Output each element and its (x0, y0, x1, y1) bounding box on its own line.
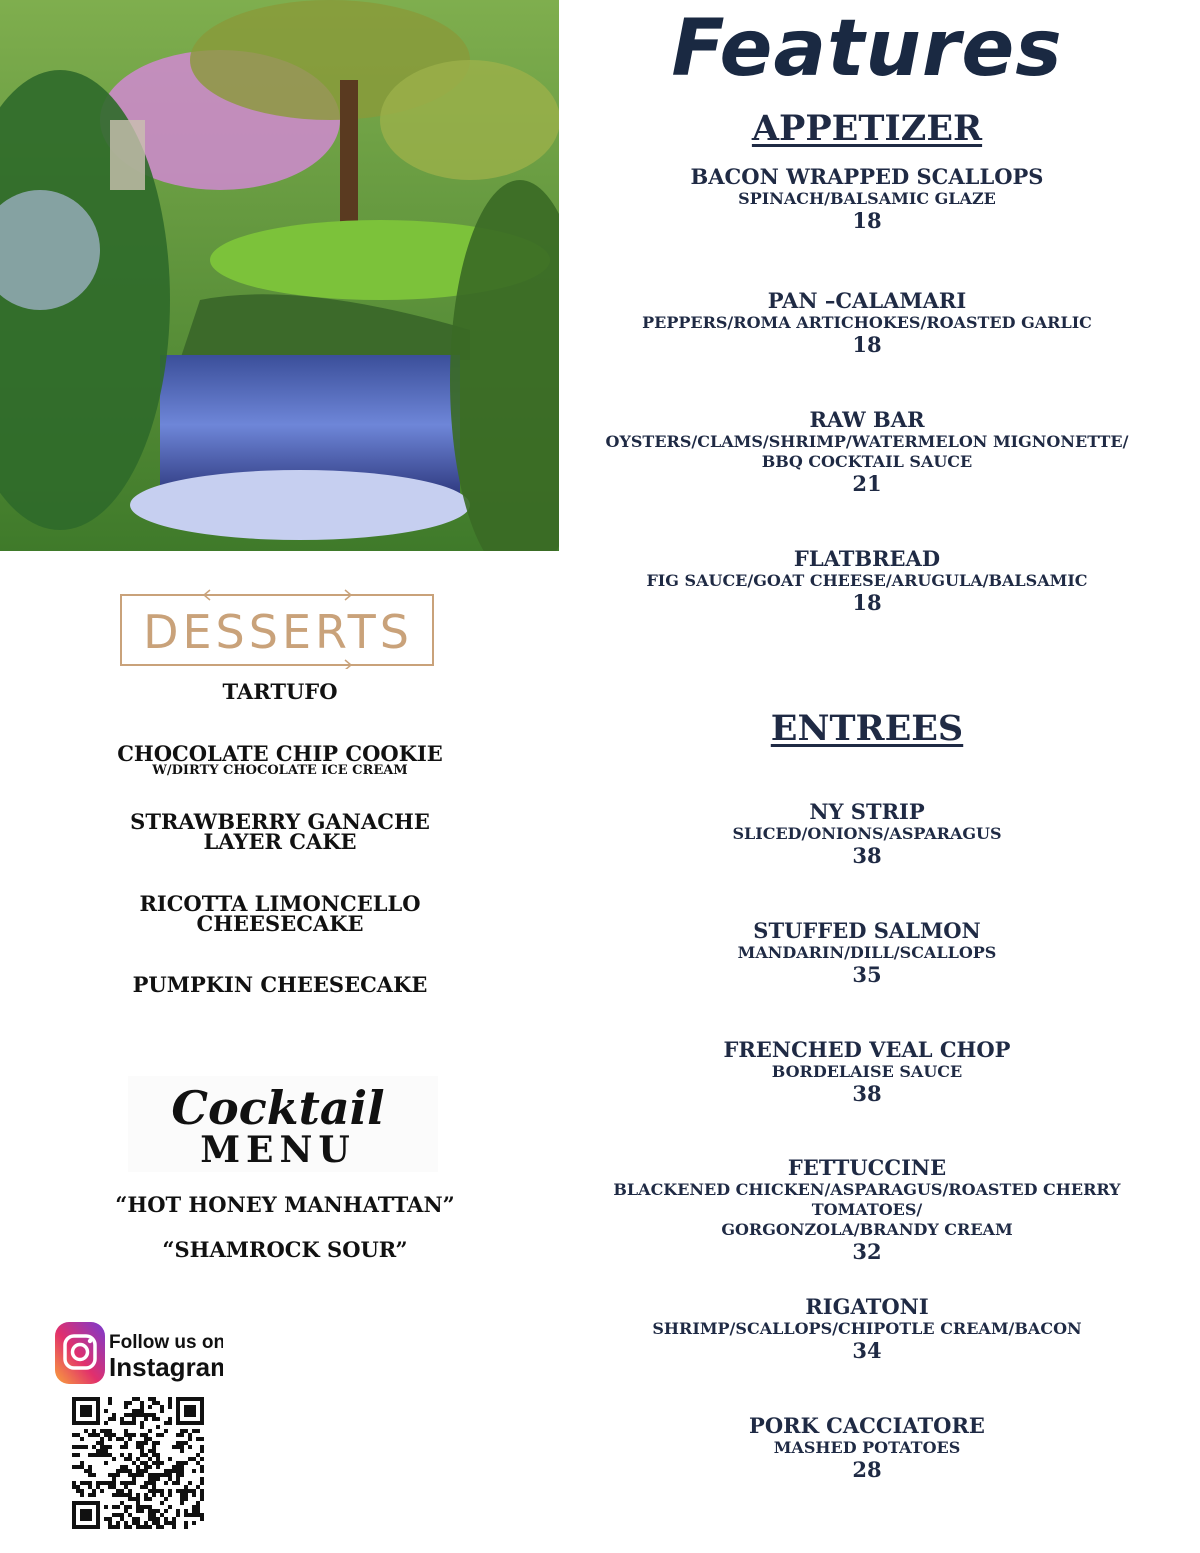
item-price: 32 (852, 1239, 882, 1264)
item-price: 18 (852, 332, 882, 357)
desserts-logo (120, 589, 436, 669)
item-name: STUFFED SALMON (753, 918, 981, 943)
dessert-name: CHOCOLATE CHIP COOKIE (117, 741, 443, 766)
item-desc: SLICED/ONIONS/ASPARAGUS (732, 824, 1002, 843)
dessert-name: LAYER CAKE (203, 829, 357, 854)
entrees-heading: ENTREES (770, 708, 964, 749)
dessert-item (0, 741, 560, 778)
instagram-line2: Instagram (109, 1352, 223, 1382)
cocktail-menu-logo (128, 1076, 438, 1172)
item-price: 35 (852, 962, 882, 987)
dessert-sub: W/DIRTY CHOCOLATE ICE CREAM (152, 763, 408, 778)
menu-item (560, 919, 1174, 987)
item-name: PAN –CALAMARI (767, 288, 967, 313)
cocktail-menu-text: MENU (200, 1129, 356, 1171)
item-desc: BORDELAISE SAUCE (771, 1062, 963, 1081)
item-desc: GORGONZOLA/BRANDY CREAM (721, 1220, 1013, 1239)
appetizer-heading: APPETIZER (751, 108, 983, 149)
instagram-icon (55, 1322, 105, 1384)
cocktail-item: “SHAMROCK SOUR” (162, 1237, 408, 1262)
item-price: 34 (852, 1338, 882, 1363)
item-name: FETTUCCINE (787, 1155, 947, 1180)
instagram-line1: Follow us on (109, 1332, 223, 1353)
menu-item (560, 800, 1174, 868)
item-desc: SPINACH/BALSAMIC GLAZE (738, 189, 996, 208)
menu-item (560, 408, 1174, 496)
item-price: 28 (852, 1457, 882, 1482)
desserts-logo-text: DESSERTS (143, 605, 413, 659)
item-desc: BLACKENED CHICKEN/ASPARAGUS/ROASTED CHERRY TOMATOES/ (613, 1180, 1121, 1219)
item-name: BACON WRAPPED SCALLOPS (690, 164, 1044, 189)
menu-item (560, 547, 1174, 615)
item-desc: FIG SAUCE/GOAT CHEESE/ARUGULA/BALSAMIC (646, 571, 1088, 590)
item-price: 38 (852, 843, 882, 868)
dessert-name: CHEESECAKE (196, 911, 364, 936)
dessert-item (0, 809, 560, 854)
item-price: 21 (852, 471, 882, 496)
menu-item (560, 1295, 1174, 1363)
item-name: FRENCHED VEAL CHOP (723, 1037, 1011, 1062)
menu-item (560, 165, 1174, 233)
dessert-item (0, 679, 560, 704)
dessert-name: TARTUFO (222, 679, 338, 704)
menu-item (560, 1038, 1174, 1106)
cocktail-item: “HOT HONEY MANHATTAN” (115, 1192, 455, 1217)
item-desc: MANDARIN/DILL/SCALLOPS (737, 943, 997, 962)
dessert-item (0, 891, 560, 936)
item-desc: MASHED POTATOES (773, 1438, 961, 1457)
item-name: RAW BAR (809, 407, 925, 432)
item-name: FLATBREAD (793, 546, 941, 571)
hero-image (0, 0, 559, 551)
instagram-badge[interactable] (53, 1318, 223, 1390)
item-desc: BBQ COCKTAIL SAUCE (761, 452, 973, 471)
item-desc: PEPPERS/ROMA ARTICHOKES/ROASTED GARLIC (642, 313, 1092, 332)
item-name: NY STRIP (809, 799, 925, 824)
menu-item (560, 1414, 1174, 1482)
menu-item (560, 289, 1174, 357)
qr-code[interactable] (70, 1396, 206, 1530)
menu-item (560, 1156, 1174, 1264)
dessert-name: PUMPKIN CHEESECAKE (132, 972, 428, 997)
item-name: RIGATONI (805, 1294, 929, 1319)
item-price: 18 (852, 208, 882, 233)
item-desc: OYSTERS/CLAMS/SHRIMP/WATERMELON MIGNONETTE/ (605, 432, 1129, 451)
item-desc: SHRIMP/SCALLOPS/CHIPOTLE CREAM/BACON (652, 1319, 1082, 1338)
item-price: 18 (852, 590, 882, 615)
item-price: 38 (852, 1081, 882, 1106)
features-title: Features (671, 4, 1063, 94)
dessert-name: STRAWBERRY GANACHE (130, 809, 430, 834)
item-name: PORK CACCIATORE (749, 1413, 985, 1438)
dessert-name: RICOTTA LIMONCELLO (139, 891, 421, 916)
dessert-item (0, 972, 560, 997)
cocktail-script-text: Cocktail (171, 1081, 385, 1135)
